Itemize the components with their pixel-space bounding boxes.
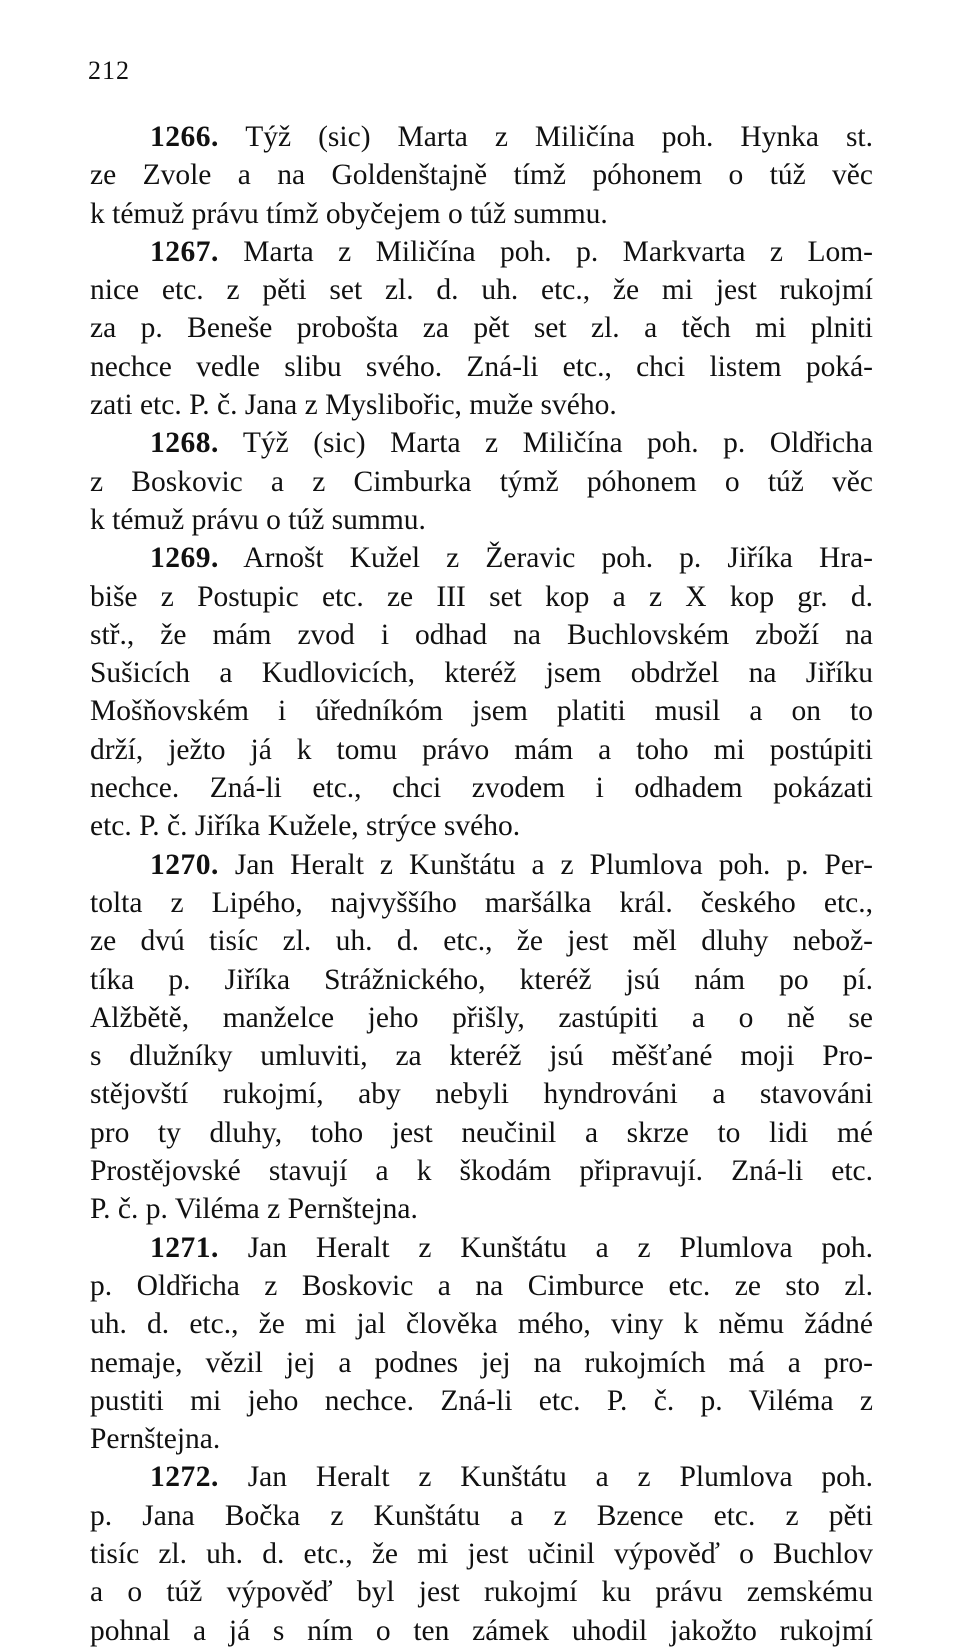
- line-text: pro ty dluhy, toho jest neučinil a skrze to lidi mé: [90, 1116, 873, 1149]
- line-text: Alžbětě, manželce jeho přišly, zastúpiti a o ně se: [90, 1001, 873, 1034]
- text-line: [90, 348, 873, 386]
- entry-number: 1272.: [150, 1461, 219, 1494]
- text-line: [90, 961, 873, 999]
- text-line: [90, 692, 873, 730]
- text-line: [90, 424, 873, 462]
- line-text: stějovští rukojmí, aby nebyli hyndrováni a stavováni: [90, 1078, 873, 1111]
- line-text: Mošňovském i úředníkóm jsem platiti musil a on to: [90, 695, 873, 728]
- line-text: tíka p. Jiříka Strážnického, kteréž jsú nám po pí.: [90, 963, 873, 996]
- line-text: pustiti mi jeho nechce. Zná-li etc. P. č. p. Viléma z: [90, 1384, 873, 1417]
- text-line: [90, 1535, 873, 1573]
- text-line: [90, 731, 873, 769]
- line-text: zati etc. P. č. Jana z Myslibořic, muže svého.: [90, 389, 617, 422]
- text-line: [90, 1382, 873, 1420]
- line-text: tolta z Lipého, najvyššího maršálka král. českého etc.,: [90, 886, 873, 919]
- line-text: tisíc zl. uh. d. etc., že mi jest učinil výpověď o Buchlov: [90, 1537, 873, 1570]
- text-line: [90, 1190, 873, 1228]
- line-text: k témuž právu o túž summu.: [90, 503, 426, 536]
- text-line: [90, 578, 873, 616]
- line-text: p. Jana Bočka z Kunštátu a z Bzence etc. z pěti: [90, 1499, 873, 1532]
- text-line: [90, 999, 873, 1037]
- line-text: Prostějovské stavují a k škodám připravují. Zná-li etc.: [90, 1155, 873, 1188]
- text-line: [90, 501, 873, 539]
- line-text: P. č. p. Viléma z Pernštejna.: [90, 1193, 418, 1226]
- line-text: stř., že mám zvod i odhad na Buchlovském zboží na: [90, 618, 873, 651]
- text-line: [90, 1420, 873, 1458]
- entry-number: 1270.: [150, 848, 219, 881]
- text-line: [90, 195, 873, 233]
- line-text: a o túž výpověď byl jest rukojmí ku právu zemskému: [90, 1576, 873, 1609]
- text-line: [90, 539, 873, 577]
- line-text: k témuž právu tímž obyčejem o túž summu.: [90, 197, 608, 230]
- line-text: Arnošt Kužel z Žeravic poh. p. Jiříka Hra-: [218, 542, 873, 575]
- line-text: Jan Heralt z Kunštátu a z Plumlova poh. p. Per-: [218, 848, 873, 881]
- entry-number: 1271.: [150, 1231, 219, 1264]
- text-line: [90, 846, 873, 884]
- line-text: z Boskovic a z Cimburka týmž póhonem o túž věc: [90, 465, 873, 498]
- line-text: Marta z Miličína poh. p. Markvarta z Lom-: [218, 235, 873, 268]
- text-line: [90, 118, 873, 156]
- entry-number: 1269.: [150, 542, 219, 575]
- line-text: ze Zvole a na Goldenštajně tímž póhonem o túž věc: [90, 159, 873, 192]
- text-line: [90, 807, 873, 845]
- entry-number: 1267.: [150, 235, 219, 268]
- line-text: Jan Heralt z Kunštátu a z Plumlova poh.: [218, 1231, 873, 1264]
- text-line: [90, 1267, 873, 1305]
- text-line: [90, 1573, 873, 1611]
- text-line: [90, 1612, 873, 1650]
- text-line: [90, 1497, 873, 1535]
- text-line: [90, 1458, 873, 1496]
- line-text: s dlužníky umluviti, za kteréž jsú měšťané moji Pro-: [90, 1040, 873, 1073]
- body-text: [90, 118, 873, 1650]
- line-text: Týž (sic) Marta z Miličína poh. p. Oldřicha: [218, 427, 873, 460]
- line-text: nechce vedle slibu svého. Zná-li etc., chci listem poká-: [90, 350, 873, 383]
- text-line: [90, 1037, 873, 1075]
- line-text: etc. P. č. Jiříka Kužele, strýce svého.: [90, 810, 521, 843]
- line-text: Jan Heralt z Kunštátu a z Plumlova poh.: [218, 1461, 873, 1494]
- text-line: [90, 654, 873, 692]
- line-text: Pernštejna.: [90, 1423, 221, 1456]
- text-line: [90, 1152, 873, 1190]
- line-text: Týž (sic) Marta z Miličína poh. Hynka st.: [218, 121, 873, 153]
- line-text: p. Oldřicha z Boskovic a na Cimburce etc. ze sto zl.: [90, 1269, 873, 1302]
- text-line: [90, 233, 873, 271]
- text-line: [90, 309, 873, 347]
- line-text: Sušicích a Kudlovicích, kteréž jsem obdržel na Jiříku: [90, 657, 873, 690]
- text-line: [90, 1229, 873, 1267]
- line-text: za p. Beneše probošta za pět set zl. a těch mi plniti: [90, 312, 873, 345]
- text-line: [90, 1075, 873, 1113]
- entry-number: 1268.: [150, 427, 219, 460]
- text-line: [90, 769, 873, 807]
- line-text: nechce. Zná-li etc., chci zvodem i odhadem pokázati: [90, 772, 873, 805]
- line-text: nice etc. z pěti set zl. d. uh. etc., že mi jest rukojmí: [90, 274, 873, 307]
- text-line: [90, 1344, 873, 1382]
- text-line: [90, 1305, 873, 1343]
- text-line: [90, 271, 873, 309]
- line-text: ze dvú tisíc zl. uh. d. etc., že jest měl dluhy nebož-: [90, 925, 873, 958]
- line-text: drží, ježto já k tomu právo mám a toho mi postúpiti: [90, 733, 873, 766]
- text-line: [90, 1114, 873, 1152]
- line-text: nemaje, vězil jej a podnes jej na rukojmích má a pro-: [90, 1346, 873, 1379]
- entry-number: 1266.: [150, 121, 219, 153]
- text-line: [90, 463, 873, 501]
- text-line: [90, 922, 873, 960]
- line-text: pohnal a já s ním o ten zámek uhodil jakožto rukojmí: [90, 1614, 873, 1647]
- line-text: uh. d. etc., že mi jal člověka mého, viny k němu žádné: [90, 1308, 873, 1341]
- text-line: [90, 156, 873, 194]
- text-line: [90, 386, 873, 424]
- text-line: [90, 616, 873, 654]
- line-text: biše z Postupic etc. ze III set kop a z X kop gr. d.: [90, 580, 873, 613]
- page-number: 212: [88, 56, 130, 85]
- text-line: [90, 884, 873, 922]
